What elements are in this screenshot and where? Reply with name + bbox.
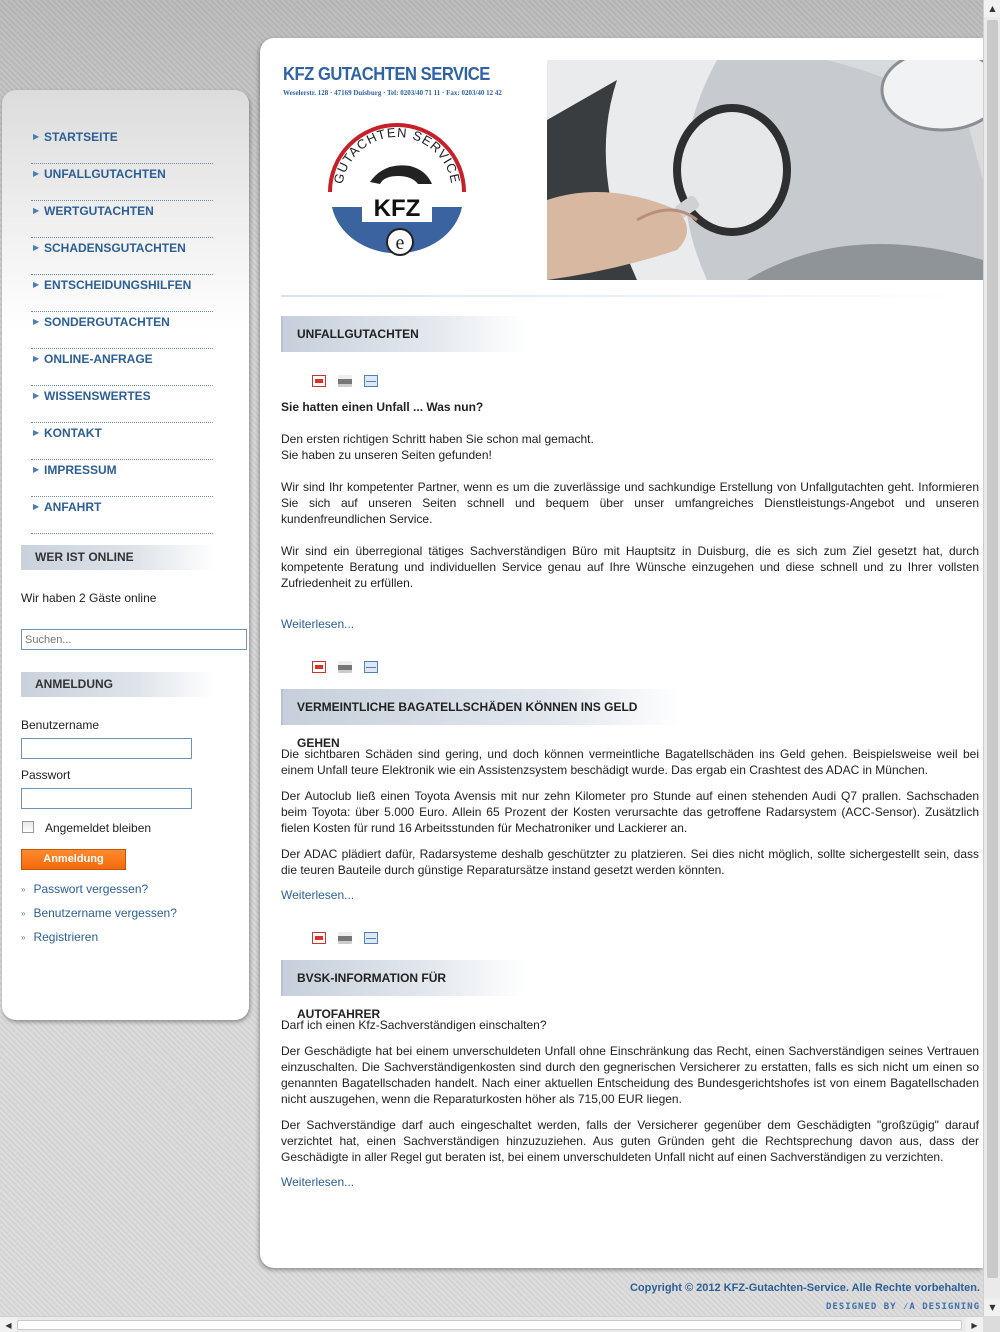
article-paragraph: Der ADAC plädiert dafür, Radarsysteme deshalb geschützter zu platzieren. Sei dies nicht möglich, sollte sichergestellt sein, dass die teuren Bauteile durch günstige Reparatursätze instand gesetzt werden könnten. [281, 847, 979, 877]
article-title: VERMEINTLICHE BAGATELLSCHÄDEN KÖNNEN INS GELD GEHEN [281, 689, 681, 725]
forgot-password-link[interactable] [21, 882, 148, 896]
vertical-scrollbar[interactable] [983, 0, 1000, 1316]
chevron-right-icon: ▶ [33, 206, 40, 215]
article-paragraph: Darf ich einen Kfz-Sachverständigen einschalten? [281, 1018, 547, 1032]
logo-address: Weselerstr. 128 · 47169 Duisburg · Tel: 0203/40 71 11 · Fax: 0203/40 12 42 [283, 89, 502, 97]
chevron-right-icon: ▶ [33, 132, 40, 141]
menu-item-wissenswertes[interactable] [31, 386, 213, 423]
header-divider [281, 295, 981, 297]
online-status-text: Wir haben 2 Gäste online [21, 591, 157, 605]
chevron-right-icon: ▶ [33, 169, 40, 178]
scrollbar-corner [983, 1316, 1000, 1332]
menu-item-schadensgutachten[interactable] [31, 238, 213, 275]
menu-item-label: ANFAHRT [44, 500, 102, 514]
badge-arc-text: GUTACHTEN SERVICE [330, 124, 464, 186]
badge-center-text: KFZ [373, 195, 421, 222]
scroll-down-icon[interactable]: ▼ [984, 1299, 1000, 1316]
pdf-icon[interactable] [312, 375, 326, 387]
copyright-text: Copyright © 2012 KFZ-Gutachten-Service. Alle Rechte vorbehalten. [629, 1282, 980, 1294]
readmore-link[interactable]: Weiterlesen... [281, 1175, 355, 1189]
chevron-right-icon: ▶ [33, 465, 40, 474]
menu-item-impressum[interactable] [31, 460, 213, 497]
login-button[interactable]: Anmeldung [21, 849, 126, 870]
menu-item-label: UNFALLGUTACHTEN [44, 167, 166, 181]
kfz-badge-logo [322, 112, 472, 262]
logo-title: KFZ GUTACHTEN SERVICE [283, 64, 490, 84]
chevron-right-icon: ▶ [33, 391, 40, 400]
pdf-icon[interactable] [312, 661, 326, 673]
readmore-link[interactable]: Weiterlesen... [281, 617, 355, 631]
menu-item-label: WISSENSWERTES [44, 389, 151, 403]
menu-item-sondergutachten[interactable] [31, 312, 213, 349]
password-field[interactable] [21, 788, 192, 809]
chevron-right-icon: » [21, 885, 26, 894]
badge-letter: e [395, 232, 405, 254]
article-paragraph: Der Geschädigte hat bei einem unverschuldeten Unfall ohne Einschränkung das Recht, einen Sachverständigen seines Vertrauen einzuschalten. Die Sachverständigenkosten sind durch den gegnerischen Versicherer zu erstatten, falls es sich nicht um einen so genannten Bagatellschaden handelt. Nach einer aktuellen Entscheidung des Bundesgerichtshofes ist von einem Bagatellschaden nicht auszugehen, wenn die Reparaturkosten höher als 715,00 EUR liegen. [281, 1044, 979, 1106]
article-title: UNFALLGUTACHTEN [281, 316, 526, 352]
menu-item-wertgutachten[interactable] [31, 201, 213, 238]
menu-item-startseite[interactable] [31, 127, 213, 164]
article-paragraph: Sie haben zu unseren Seiten gefunden! [281, 448, 492, 462]
link-label: Passwort vergessen? [33, 882, 149, 896]
remember-label: Angemeldet bleiben [45, 821, 152, 835]
article-paragraph: Die sichtbaren Schäden sind gering, und doch können vermeintliche Bagatellschäden ins Geld gehen. Beispielsweise weil bei einem Unfall teure Elektronik wie ein Assistenzsystem beschädigt wurde. Das ergab ein Crashtest des ADAC in München. [281, 747, 979, 777]
menu-item-entscheidungshilfen[interactable] [31, 275, 213, 312]
register-link[interactable] [21, 930, 98, 944]
username-field[interactable] [21, 738, 192, 759]
email-icon[interactable] [364, 661, 378, 673]
chevron-right-icon: ▶ [33, 354, 40, 363]
article-lead: Sie hatten einen Unfall ... Was nun? [281, 400, 484, 414]
menu-item-label: SCHADENSGUTACHTEN [44, 241, 186, 255]
chevron-right-icon: » [21, 933, 26, 942]
menu-item-label: ONLINE-ANFRAGE [44, 352, 153, 366]
article-paragraph: Wir sind ein überregional tätiges Sachverständigen Büro mit Hauptsitz in Duisburg, die es sich zum Ziel gesetzt hat, durch kompetente Beratung und individuellen Service genau auf Ihre Wünsche einzugehen und diese schnell und zu Ihrer vollsten Zufriedenheit zu erfüllen. [281, 544, 979, 590]
scrollbar-thumb[interactable] [987, 20, 998, 1278]
chevron-right-icon: ▶ [33, 428, 40, 437]
pdf-icon[interactable] [312, 932, 326, 944]
link-label: Registrieren [33, 930, 99, 944]
login-module-title: ANMELDUNG [21, 672, 216, 697]
online-module-title: WER IST ONLINE [21, 545, 216, 570]
scroll-right-icon[interactable]: ▶ [966, 1317, 983, 1332]
article-paragraph: Wir sind Ihr kompetenter Partner, wenn es um die zuverlässige und sachkundige Erstellung von Unfallgutachten geht. Informieren Sie sich auf unseren Seiten schnell und bequem über unser umfangreiches Dienstleistungs-Angebot und unseren kundenfreundlichen Service. [281, 480, 979, 526]
menu-item-label: SONDERGUTACHTEN [44, 315, 170, 329]
print-icon[interactable] [338, 932, 352, 944]
article-tools [312, 661, 378, 673]
username-label: Benutzername [21, 718, 100, 732]
menu-item-label: ENTSCHEIDUNGSHILFEN [44, 278, 192, 292]
menu-item-label: IMPRESSUM [44, 463, 117, 477]
article-tools [312, 375, 378, 387]
email-icon[interactable] [364, 375, 378, 387]
menu-item-anfahrt[interactable] [31, 497, 213, 534]
search-input[interactable] [21, 629, 247, 650]
chevron-right-icon: ▶ [33, 317, 40, 326]
remember-checkbox[interactable] [22, 821, 34, 833]
hero-image-magnifier [547, 60, 983, 280]
forgot-username-link[interactable] [21, 906, 177, 920]
menu-item-label: WERTGUTACHTEN [44, 204, 154, 218]
print-icon[interactable] [338, 375, 352, 387]
scroll-up-icon[interactable]: ▲ [984, 0, 1000, 17]
article-paragraph: Den ersten richtigen Schritt haben Sie schon mal gemacht. [281, 432, 594, 446]
menu-item-label: KONTAKT [44, 426, 102, 440]
scrollbar-thumb[interactable] [17, 1320, 962, 1330]
email-icon[interactable] [364, 932, 378, 944]
print-icon[interactable] [338, 661, 352, 673]
article-tools [312, 932, 378, 944]
chevron-right-icon: ▶ [33, 502, 40, 511]
chevron-right-icon: » [21, 909, 26, 918]
menu-item-unfallgutachten[interactable] [31, 164, 213, 201]
horizontal-scrollbar[interactable] [0, 1316, 983, 1332]
chevron-right-icon: ▶ [33, 280, 40, 289]
menu-item-online-anfrage[interactable] [31, 349, 213, 386]
designed-by-text[interactable]: DESIGNED BY ⁄A DESIGNING [825, 1302, 980, 1312]
menu-item-kontakt[interactable] [31, 423, 213, 460]
main-menu [31, 127, 213, 534]
readmore-link[interactable]: Weiterlesen... [281, 888, 355, 902]
chevron-right-icon: ▶ [33, 243, 40, 252]
link-label: Benutzername vergessen? [33, 906, 177, 920]
password-label: Passwort [21, 768, 71, 782]
scroll-left-icon[interactable]: ◀ [0, 1317, 17, 1332]
article-paragraph: Der Sachverständige darf auch eingeschaltet werden, falls der Versicherer gegenüber dem Geschädigten "großzügig" darauf verzichtet hat, einen Sachverständigen hinzuzuziehen. Aus guten Gründen geht die Rechtsprechung davon aus, dass der Geschädigte in aller Regel gut beraten ist, bei einem unverschuldeten Unfall nicht auf einen Sachverständigen zu verzichten. [281, 1118, 979, 1164]
menu-item-label: STARTSEITE [44, 130, 118, 144]
article-title: BVSK-INFORMATION FÜR AUTOFAHRER [281, 960, 526, 996]
article-paragraph: Der Autoclub ließ einen Toyota Avensis mit nur zehn Kilometer pro Stunde auf einen stehenden Audi Q7 prallen. Sachschaden beim Toyota: über 5.000 Euro. Allein 65 Prozent der Kosten verursachte das getroffene Radarsystem (ACC-Sensor). Zusätzlich fielen Kosten für rund 16 Arbeitsstunden für Mechatroniker und Lackierer an. [281, 789, 979, 835]
